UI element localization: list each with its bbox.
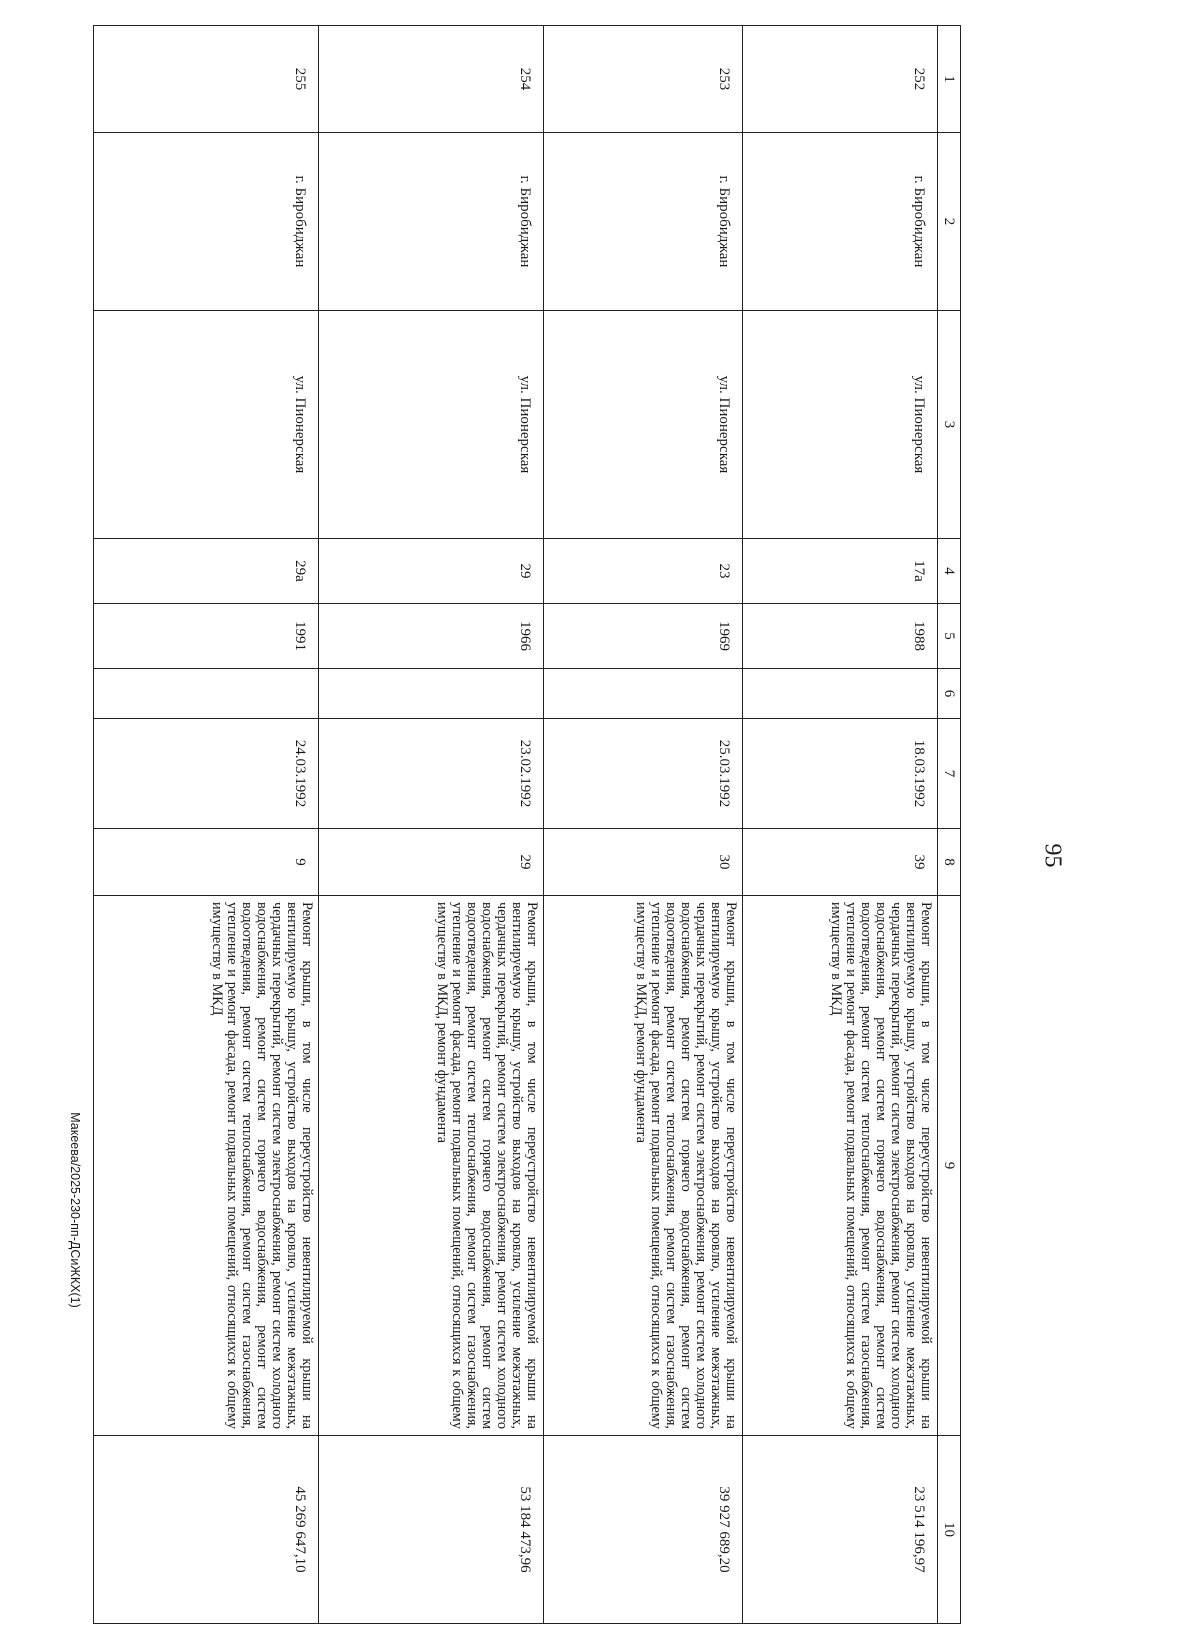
date-cell: 23.02.1992 — [319, 719, 544, 829]
header-cell: 8 — [938, 829, 961, 896]
house-cell: 23 — [544, 539, 743, 604]
col8-cell: 9 — [94, 829, 319, 896]
header-cell: 4 — [938, 539, 961, 604]
header-cell: 7 — [938, 719, 961, 829]
street-cell: ул. Пионерская — [319, 311, 544, 539]
city-cell: г. Биробиджан — [319, 133, 544, 311]
year-cell: 1969 — [544, 604, 743, 669]
date-cell: 18.03.1992 — [743, 719, 938, 829]
table-row — [94, 26, 319, 1624]
row-number: 253 — [544, 26, 743, 133]
date-cell: 24.03.1992 — [94, 719, 319, 829]
header-cell: 1 — [938, 26, 961, 133]
col8-cell: 30 — [544, 829, 743, 896]
street-cell: ул. Пионерская — [94, 311, 319, 539]
row-number: 254 — [319, 26, 544, 133]
year-cell: 1966 — [319, 604, 544, 669]
row-number: 252 — [743, 26, 938, 133]
date-cell: 25.03.1992 — [544, 719, 743, 829]
house-cell: 17а — [743, 539, 938, 604]
year-cell: 1988 — [743, 604, 938, 669]
header-cell: 5 — [938, 604, 961, 669]
city-cell: г. Биробиджан — [94, 133, 319, 311]
rotated-table-frame — [111, 25, 961, 1623]
works-cell: Ремонт крыши, в том числе переустройство невентилируемой крыши на вентилируемую крышу, устройство выходов на кровлю, усиление межэтажных, чердачных перекрытий, ремонт систем электроснабжения, ремонт систем холодного водоснабжения, ремонт систем горячего водоснабжения, ремонт систем водоотведения, ремонт систем теплоснабжения, ремонт систем газоснабжения, утепление и ремонт фасада, ремонт подвальных помещений, относящихся к общему имуществу в МКД, ремонт фундамента — [319, 896, 544, 1436]
col8-cell: 39 — [743, 829, 938, 896]
header-cell: 9 — [938, 896, 961, 1436]
cost-cell: 23 514 196,97 — [743, 1436, 938, 1624]
cost-cell: 53 184 473,96 — [319, 1436, 544, 1624]
header-cell: 6 — [938, 669, 961, 719]
works-cell: Ремонт крыши, в том числе переустройство невентилируемой крыши на вентилируемую крышу, устройство выходов на кровлю, усиление межэтажных, чердачных перекрытий, ремонт систем электроснабжения, ремонт систем холодного водоснабжения, ремонт систем горячего водоснабжения, ремонт систем водоотведения, ремонт систем теплоснабжения, ремонт систем газоснабжения, утепление и ремонт фасада, ремонт подвальных помещений, относящихся к общему имуществу в МКД — [743, 896, 938, 1436]
year-cell: 1991 — [94, 604, 319, 669]
cost-cell: 39 927 689,20 — [544, 1436, 743, 1624]
page-number: 95 — [1039, 843, 1066, 868]
col6-cell — [544, 669, 743, 719]
table-row — [743, 26, 938, 1624]
header-cell: 10 — [938, 1436, 961, 1624]
city-cell: г. Биробиджан — [743, 133, 938, 311]
row-number: 255 — [94, 26, 319, 133]
header-cell: 3 — [938, 311, 961, 539]
house-cell: 29 — [319, 539, 544, 604]
cost-cell: 45 269 647,10 — [94, 1436, 319, 1624]
repair-program-table — [93, 25, 961, 1624]
works-cell: Ремонт крыши, в том числе переустройство невентилируемой крыши на вентилируемую крышу, устройство выходов на кровлю, усиление межэтажных, чердачных перекрытий, ремонт систем электроснабжения, ремонт систем холодного водоснабжения, ремонт систем горячего водоснабжения, ремонт систем водоотведения, ремонт систем теплоснабжения, ремонт систем газоснабжения, утепление и ремонт фасада, ремонт подвальных помещений, относящихся к общему имуществу в МКД, ремонт фундамента — [544, 896, 743, 1436]
street-cell: ул. Пионерская — [544, 311, 743, 539]
table-row — [544, 26, 743, 1624]
table-header-row — [938, 26, 961, 1624]
col6-cell — [743, 669, 938, 719]
col6-cell — [94, 669, 319, 719]
house-cell: 29а — [94, 539, 319, 604]
works-cell: Ремонт крыши, в том числе переустройство невентилируемой крыши на вентилируемую крышу, устройство выходов на кровлю, усиление межэтажных, чердачных перекрытий, ремонт систем электроснабжения, ремонт систем холодного водоснабжения, ремонт систем горячего водоснабжения, ремонт систем водоотведения, ремонт систем теплоснабжения, ремонт систем газоснабжения, утепление и ремонт фасада, ремонт подвальных помещений, относящихся к общему имуществу в МКД — [94, 896, 319, 1436]
col8-cell: 29 — [319, 829, 544, 896]
city-cell: г. Биробиджан — [544, 133, 743, 311]
table-row — [319, 26, 544, 1624]
col6-cell — [319, 669, 544, 719]
document-reference-text: Макеева/2025-230-пп-ДСиЖКХ(1) — [68, 1112, 82, 1308]
table-container — [111, 25, 961, 1623]
header-cell: 2 — [938, 133, 961, 311]
street-cell: ул. Пионерская — [743, 311, 938, 539]
